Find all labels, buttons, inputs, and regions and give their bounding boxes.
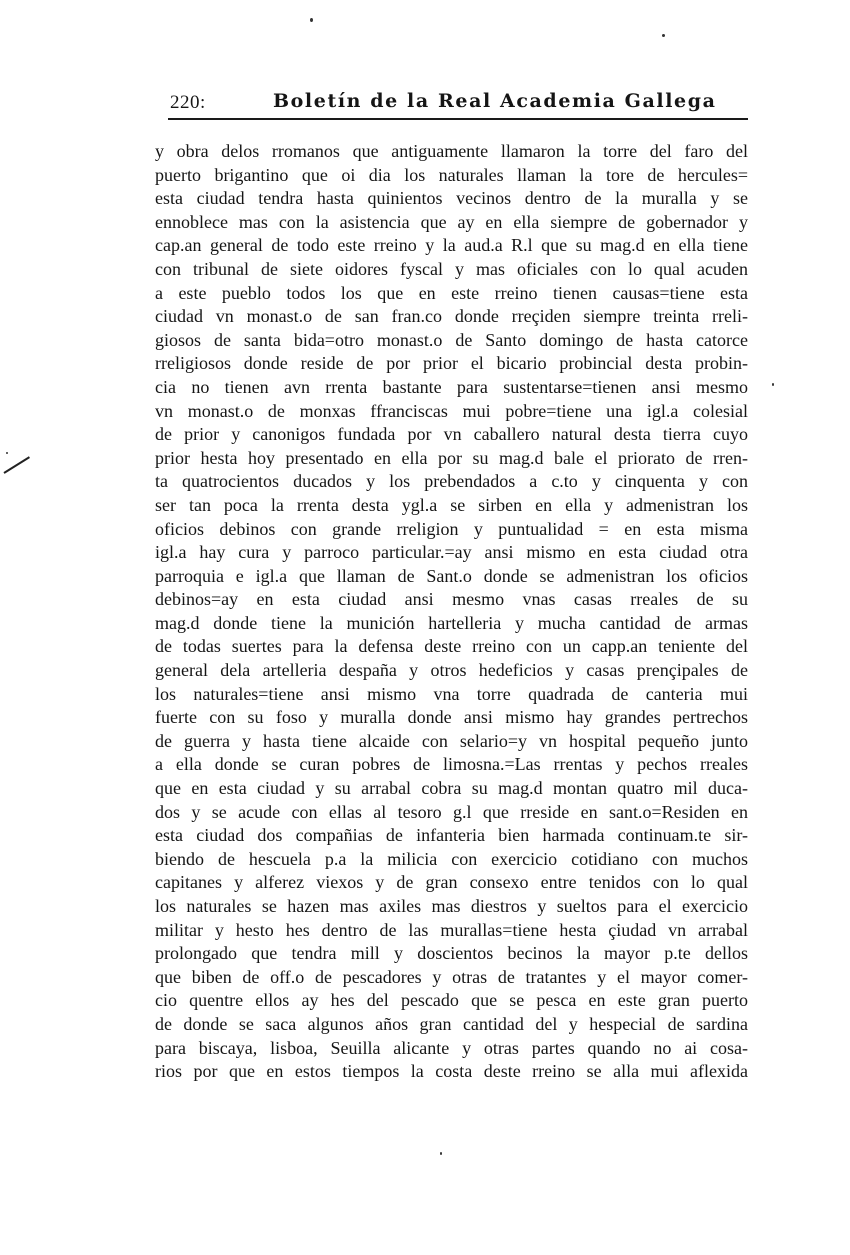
text-line: para biscaya, lisboa, Seuilla alicante y otras partes quando no ai cosa- (155, 1037, 748, 1058)
text-line: oficios debinos con grande rreligion y puntualidad = en esta misma (155, 518, 748, 539)
text-line: prolongado que tendra mill y doscientos becinos la mayor p.te dellos (155, 943, 748, 964)
text-line: cia no tienen avn rrenta bastante para sustentarse=tienen ansi mesmo (155, 376, 748, 397)
text-line: puerto brigantino que oi dia los naturales llaman la tore de hercules= (155, 164, 748, 185)
text-line: de guerra y hasta tiene alcaide con selario=y vn hospital pequeño junto (155, 730, 748, 751)
text-line: dos y se acude con ellas al tesoro g.l que rreside en sant.o=Residen en (155, 801, 748, 822)
text-line: cio quentre ellos ay hes del pescado que se pesca en este gran puerto (155, 990, 748, 1011)
text-line: capitanes y alferez viexos y de gran consexo entre tenidos con lo qual (155, 872, 748, 893)
text-line: cap.an general de todo este rreino y la aud.a R.l que su mag.d en ella tiene (155, 235, 748, 256)
text-line: con tribunal de siete oidores fyscal y mas oficiales con lo qual acuden (155, 258, 748, 279)
text-line: vn monast.o de monxas ffranciscas mui pobre=tiene una igl.a colesial (155, 400, 748, 421)
text-line: mag.d donde tiene la munición hartelleria y mucha cantidad de armas (155, 612, 748, 633)
scan-speck (772, 383, 774, 386)
text-line: ciudad vn monast.o de san fran.co donde rreçiden siempre treinta rreli- (155, 306, 748, 327)
text-line: rreligiosos donde reside de por prior el bicario probincial desta probin- (155, 353, 748, 374)
text-line: fuerte con su foso y muralla donde ansi mismo hay grandes pertrechos (155, 707, 748, 728)
scan-speck (6, 452, 8, 454)
text-line: los naturales se hazen mas axiles mas diestros y sueltos para el exercicio (155, 896, 748, 916)
text-line: general dela artelleria despaña y otros hedeficios y casas prençipales de (155, 660, 748, 681)
text-line: prior hesta hoy presentado en ella por su mag.d bale el priorato de rren- (155, 447, 748, 468)
body-text (155, 140, 748, 1084)
text-line: de prior y canonigos fundada por vn caballero natural desta tierra cuyo (155, 424, 748, 445)
text-line: militar y hesto hes dentro de las murallas=tiene hesta çiudad vn arrabal (155, 919, 748, 940)
page-number: 220: (170, 92, 206, 113)
scan-speck (310, 18, 313, 22)
text-line: igl.a hay cura y parroco particular.=ay ansi mismo en esta ciudad otra (155, 542, 748, 563)
text-line: giosos de santa bida=otro monast.o de Santo domingo de hasta catorce (155, 329, 748, 350)
header-rule (168, 118, 748, 120)
text-line: biendo de hescuela p.a la milicia con exercicio cotidiano con muchos (155, 848, 748, 869)
running-title: Boletín de la Real Academia Gallega (273, 90, 717, 112)
scan-speck (440, 1152, 442, 1155)
text-line: esta ciudad dos compañias de infanteria bien harmada continuam.te sir- (155, 825, 748, 846)
text-line: ennoblece mas con la asistencia que ay en ella siempre de gobernador y (155, 211, 748, 232)
text-line: debinos=ay en esta ciudad ansi mesmo vnas casas rreales de su (155, 589, 748, 610)
text-line: los naturales=tiene ansi mismo vna torre quadrada de canteria mui (155, 683, 748, 704)
text-line: y obra delos rromanos que antiguamente llamaron la torre del faro del (155, 141, 748, 161)
text-line: que en esta ciudad y su arrabal cobra su mag.d montan quatro mil duca- (155, 778, 748, 799)
page-header (168, 90, 748, 120)
text-line: ta quatrocientos ducados y los prebendados a c.to y cinquenta y con (155, 471, 748, 492)
text-line: que biben de off.o de pescadores y otras de tratantes y el mayor comer- (155, 966, 748, 987)
text-line: rios por que en estos tiempos la costa deste rreino se alla mui aflexida (155, 1061, 748, 1082)
text-line: parroquia e igl.a que llaman de Sant.o donde se admenistran los oficios (155, 565, 748, 586)
text-line: de donde se saca algunos años gran cantidad del y hespecial de sardina (155, 1013, 748, 1034)
text-line: de todas suertes para la defensa deste rreino con un capp.an teniente del (155, 636, 748, 657)
text-line: a ella donde se curan pobres de limosna.=Las rrentas y pechos rreales (155, 754, 748, 775)
text-line: ser tan poca la rrenta desta ygl.a se sirben en ella y admenistran los (155, 494, 748, 515)
text-line: esta ciudad tendra hasta quinientos vecinos dentro de la muralla y se (155, 188, 748, 209)
scan-speck (662, 34, 665, 37)
margin-pen-mark (3, 456, 30, 474)
text-line: a este pueblo todos los que en este rreino tienen causas=tiene esta (155, 282, 748, 303)
